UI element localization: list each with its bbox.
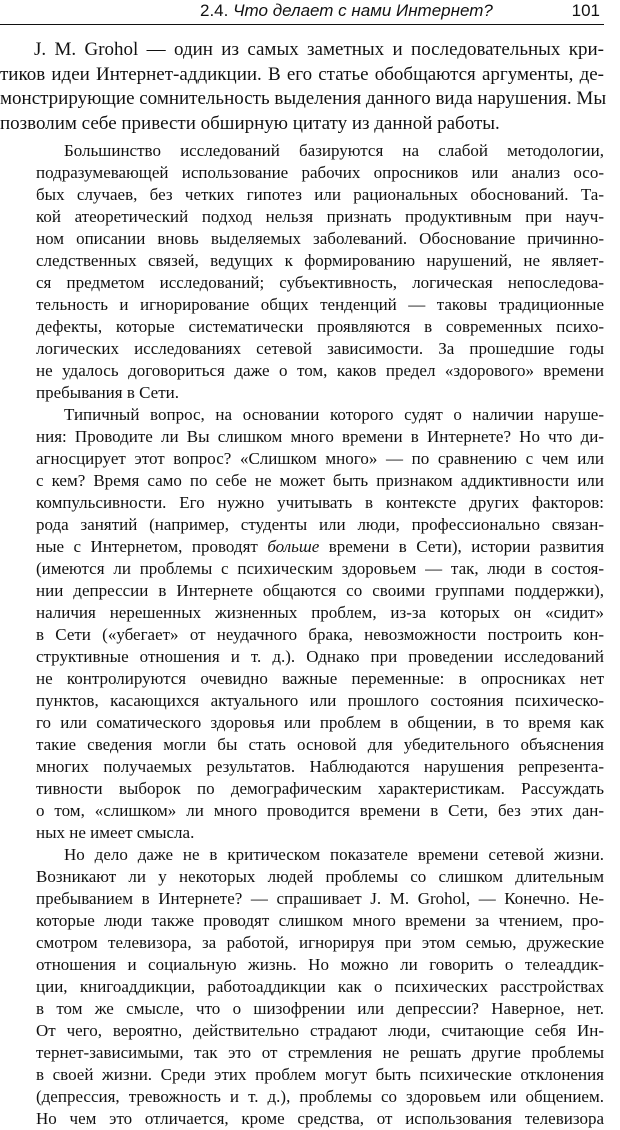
- quote-line: тернет-зависимыми, так это от стремления не решать другие проблемы: [36, 1043, 604, 1062]
- quote-line: о том, «слишком» ли много проводится времени в Сети, без этих дан-: [36, 801, 604, 820]
- quote-line: тивности выборок по демографическим характеристикам. Рассуждать: [36, 779, 604, 798]
- quote-line: в своей жизни. Среди этих проблем могут быть психические отклонения: [36, 1065, 604, 1084]
- quote-line: ном описании вновь выделяемых заболеваний. Обоснование причинно-: [36, 229, 604, 248]
- quote-line: пунктов, касающихся актуального или прошлого состояния психическо-: [36, 691, 604, 710]
- intro-paragraph: [0, 38, 607, 136]
- quote-line: смотром телевизора, за работой, игнорируя при этом семью, дружеские: [36, 933, 604, 952]
- quote-line: ции, книгоаддикции, работоаддикции как о психических расстройствах: [36, 977, 604, 996]
- quote-line: ния: Проводите ли Вы слишком много времени в Интернете? Но что ди-: [36, 427, 604, 446]
- running-head: [200, 1, 493, 21]
- quote-line: Но дело даже не в критическом показателе времени сетевой жизни.: [64, 845, 604, 864]
- quote-line: наличия нерешенных жизненных проблем, из-за которых он «сидит»: [36, 603, 604, 622]
- quote-line: не удалось договориться даже о том, каков предел «здорового» времени: [36, 361, 604, 380]
- quote-line: Большинство исследований базируются на слабой методологии,: [64, 141, 604, 160]
- quote-line: логических исследованиях сетевой зависимости. За прошедшие годы: [36, 339, 604, 358]
- text-line: позволим себе привести обширную цитату из данной работы.: [0, 112, 500, 134]
- quote-line: пребывания в Сети.: [36, 383, 179, 402]
- quote-line: (депрессия, тревожность и т. д.), проблемы со здоровьем или общением.: [36, 1087, 604, 1106]
- emphasis-text: больше: [267, 537, 320, 556]
- quote-line: в Сети («убегает» от неудачного брака, невозможности построить кон-: [36, 625, 604, 644]
- page-header: [0, 0, 620, 24]
- quote-line: (имеются ли проблемы с психическим здоровьем — так, люди в состоя-: [36, 559, 604, 578]
- quote-line: с кем? Время само по себе не может быть признаком аддиктивности или: [36, 471, 604, 490]
- quote-line: тельность и игнорирование общих тенденций — таковы традиционные: [36, 295, 604, 314]
- quote-line: Возникают ли у некоторых людей проблемы со слишком длительным: [36, 867, 604, 886]
- quote-line: следственных связей, ведущих к формированию нарушений, не являет-: [36, 251, 604, 270]
- quote-line: ся предметом исследований; субъективность, логическая непоследова-: [36, 273, 604, 292]
- section-number: 2.4.: [200, 1, 229, 20]
- quote-line: бых случаев, без четких гипотез или рациональных обоснований. Та-: [36, 185, 604, 204]
- block-quote: [36, 140, 604, 1130]
- quote-line: многих получаемых результатов. Наблюдаются нарушения репрезента-: [36, 757, 604, 776]
- quote-line: подразумевающей использование рабочих опросников или анализ осо-: [36, 163, 604, 182]
- quote-line: дефекты, которые систематически проявляются в современных психо-: [36, 317, 604, 336]
- quote-line: ных не имеет смысла.: [36, 823, 195, 842]
- quote-line: Типичный вопрос, на основании которого судят о наличии наруше-: [64, 405, 604, 424]
- quote-line-mixed: [36, 536, 604, 558]
- quote-line: такие сведения могли бы стать основой для убедительного объяснения: [36, 735, 604, 754]
- quote-line: го или соматического здоровья или проблем в общении, в то время как: [36, 713, 604, 732]
- text-line: J. M. Grohol — один из самых заметных и последовательных кри-: [34, 39, 604, 60]
- section-title: Что делает с нами Интернет?: [233, 1, 493, 20]
- quote-text: ные с Интернетом, проводят: [36, 537, 258, 556]
- quote-line: структивные отношения и т. д.). Однако при проведении исследований: [36, 647, 604, 666]
- quote-line: рода занятий (например, студенты или люди, профессионально связан-: [36, 515, 604, 534]
- quote-line: не контролируются очевидно важные переменные: в опросниках нет: [36, 669, 604, 688]
- quote-line: компульсивности. Его нужно учитывать в контексте других факторов:: [36, 493, 604, 512]
- header-rule: [0, 24, 604, 25]
- quote-text: времени в Сети), истории развития: [328, 537, 605, 556]
- quote-line: отношения и социальную жизнь. Но можно ли говорить о телеаддик-: [36, 955, 604, 974]
- quote-line: в том же смысле, что о шизофрении или депрессии? Наверное, нет.: [36, 999, 604, 1018]
- quote-line: От чего, вероятно, действительно страдают люди, считающие себя Ин-: [36, 1021, 604, 1040]
- text-line: монстрирующие сомнительность выделения данного вида нарушения. Мы: [0, 88, 607, 109]
- quote-line: нии депрессии в Интернете общаются со своими группами поддержки),: [36, 581, 604, 600]
- quote-line: агносцирует этот вопрос? «Слишком много» — по сравнению с чем или: [36, 449, 604, 468]
- quote-line: Но чем это отличается, кроме средства, от использования телевизора: [36, 1109, 604, 1128]
- page-number: 101: [571, 1, 600, 20]
- quote-line: которые люди также проводят слишком много времени за чтением, про-: [36, 911, 604, 930]
- quote-line: кой атеоретический подход нельзя признать продуктивным при науч-: [36, 207, 604, 226]
- text-line: тиков идеи Интернет-аддикции. В его статье обобщаются аргументы, де-: [0, 63, 604, 85]
- quote-line: пребыванием в Интернете? — спрашивает J. M. Grohol, — Конечно. Не-: [36, 889, 604, 908]
